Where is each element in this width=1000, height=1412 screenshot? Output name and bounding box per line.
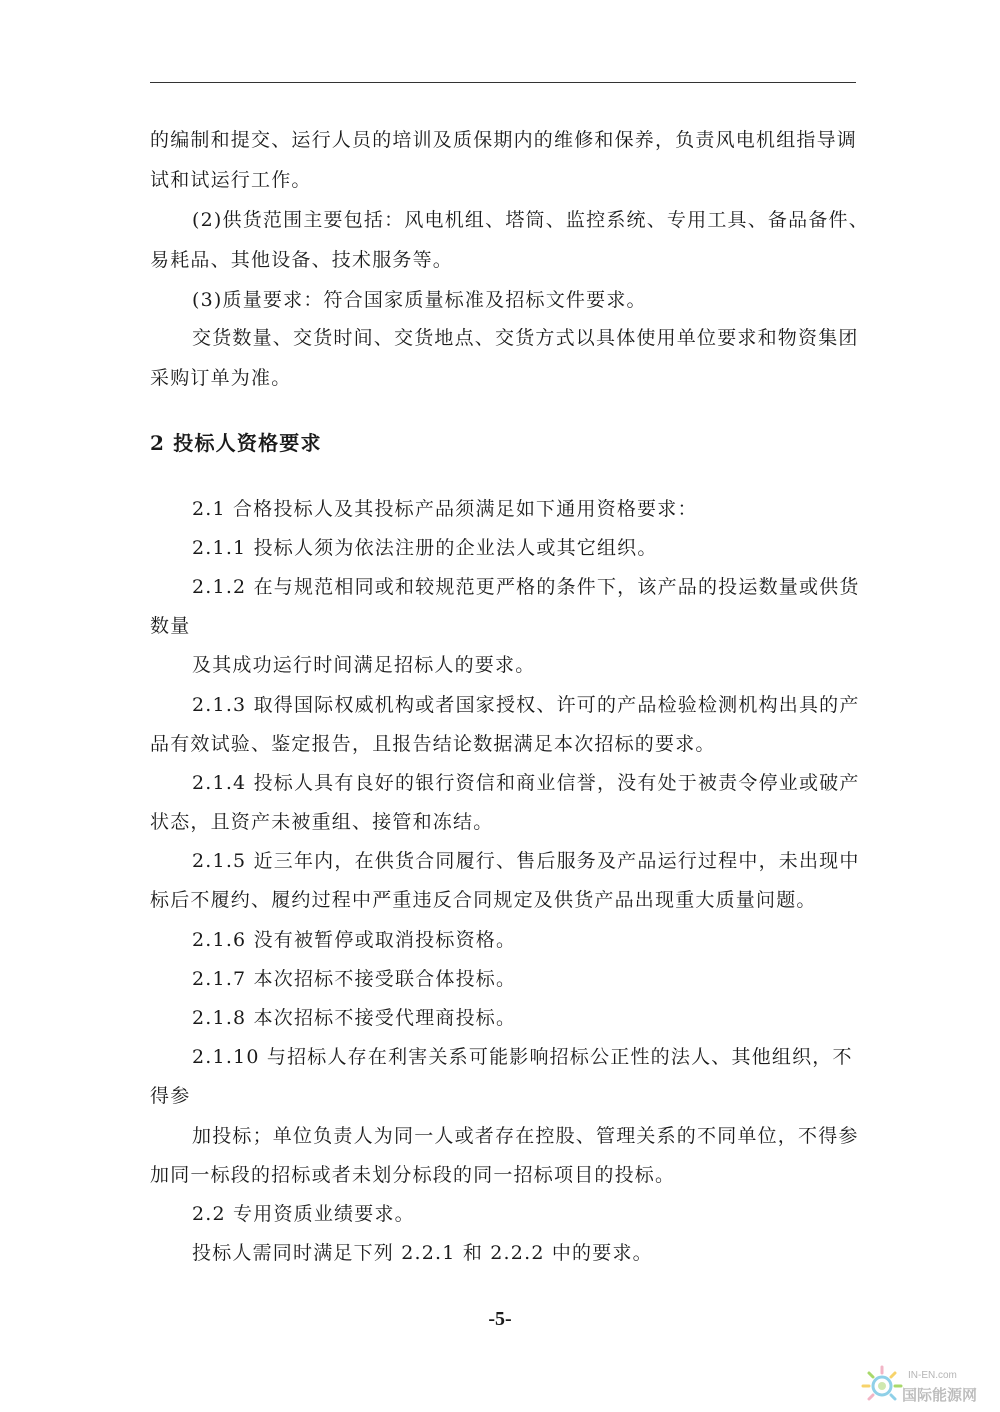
text-line: 交货数量、交货时间、交货地点、交货方式以具体使用单位要求和物资集团 [192,327,859,349]
text-line: 的编制和提交、运行人员的培训及质保期内的维修和保养，负责风电机组指导调 [150,129,858,151]
text-line: 2.1.5 近三年内，在供货合同履行、售后服务及产品运行过程中，未出现中 [192,850,860,872]
text-line: 2.1.2 在与规范相同或和较规范更严格的条件下，该产品的投运数量或供货 [192,576,860,598]
text-line: 2.1.6 没有被暂停或取消投标资格。 [192,929,517,951]
text-line: 易耗品、其他设备、技术服务等。 [150,249,454,271]
text-line: 状态，且资产未被重组、接管和冻结。 [150,811,494,833]
text-line: 加同一标段的招标或者未划分标段的同一招标项目的投标。 [150,1164,676,1186]
text-line: 采购订单为准。 [150,367,292,389]
text-line: 2.1.8 本次招标不接受代理商投标。 [192,1007,517,1029]
text-line: 加投标；单位负责人为同一人或者存在控股、管理关系的不同单位，不得参 [192,1125,859,1147]
watermark-logo [860,1360,1000,1412]
text-line: 得参 [150,1085,191,1107]
text-line: 2.1.10 与招标人存在利害关系可能影响招标公正性的法人、其他组织，不 [192,1046,853,1068]
text-line: 数量 [150,615,191,637]
text-line: 2.2 专用资质业绩要求。 [192,1203,415,1225]
section-heading: 2 投标人资格要求 [150,431,322,455]
text-line: 及其成功运行时间满足招标人的要求。 [192,654,536,676]
header-rule [150,82,856,83]
sun-logo-icon [860,1364,904,1408]
text-line: 2.1.1 投标人须为依法注册的企业法人或其它组织。 [192,537,658,559]
text-line: 2.1.7 本次招标不接受联合体投标。 [192,968,517,990]
page-number: -5- [488,1308,512,1330]
text-line: 投标人需同时满足下列 2.2.1 和 2.2.2 中的要求。 [192,1242,653,1264]
text-line: 标后不履约、履约过程中严重违反合同规定及供货产品出现重大质量问题。 [150,889,817,911]
text-line: (3)质量要求：符合国家质量标准及招标文件要求。 [192,289,647,311]
watermark-domain: IN-EN.com [908,1370,957,1381]
text-line: 2.1 合格投标人及其投标产品须满足如下通用资格要求： [192,498,698,520]
text-line: 品有效试验、鉴定报告，且报告结论数据满足本次招标的要求。 [150,733,716,755]
text-line: (2)供货范围主要包括：风电机组、塔筒、监控系统、专用工具、备品备件、 [192,209,869,231]
text-line: 2.1.4 投标人具有良好的银行资信和商业信誉，没有处于被责令停业或破产 [192,772,860,794]
watermark-name: 国际能源网 [902,1386,978,1404]
text-line: 2.1.3 取得国际权威机构或者国家授权、许可的产品检验检测机构出具的产 [192,694,860,716]
text-line: 试和试运行工作。 [150,169,312,191]
